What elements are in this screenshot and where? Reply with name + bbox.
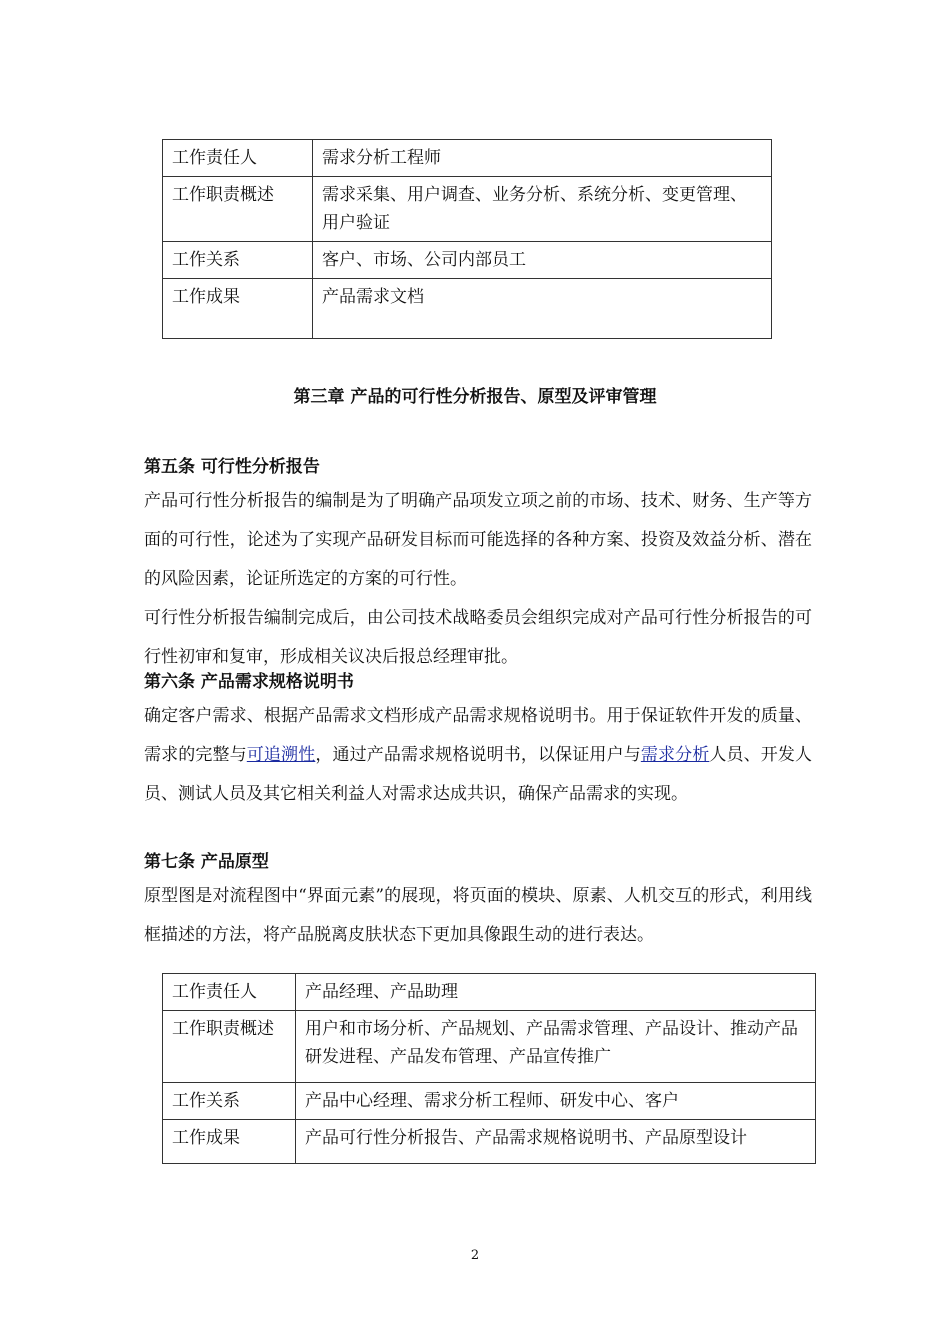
table-key-cell: 工作责任人 <box>163 974 296 1011</box>
section-heading: 第七条 产品原型 <box>144 852 269 872</box>
table-value-cell: 客户、市场、公司内部员工 <box>313 242 772 279</box>
table-value-cell: 产品需求文档 <box>313 279 772 339</box>
table-key-cell: 工作职责概述 <box>163 177 313 242</box>
paragraph <box>144 697 812 814</box>
table-key-cell: 工作成果 <box>163 279 313 339</box>
section-seven <box>144 847 812 955</box>
traceability-link[interactable]: 可追溯性 <box>246 745 316 765</box>
requirements-analysis-link[interactable]: 需求分析 <box>640 745 710 765</box>
page-number: 2 <box>470 1248 480 1263</box>
responsibility-table-product-manager <box>162 973 816 1164</box>
paragraph: 可行性分析报告编制完成后，由公司技术战略委员会组织完成对产品可行性分析报告的可行性初审和复审，形成相关议决后报总经理审批。 <box>144 608 812 667</box>
paragraph-text: 人员、开发人员、测试人员及其它相关利益人对需求达成共识，确保产品需求的实现。 <box>144 745 813 804</box>
table-value-cell: 需求分析工程师 <box>313 140 772 177</box>
table-key-cell: 工作成果 <box>163 1120 296 1164</box>
paragraph-text: ，通过产品需求规格说明书，以保证用户与 <box>315 745 641 765</box>
table-key-cell: 工作职责概述 <box>163 1011 296 1083</box>
paragraph: 原型图是对流程图中“界面元素”的展现，将页面的模块、原素、人机交互的形式，利用线框描述的方法，将产品脱离皮肤状态下更加具像跟生动的进行表达。 <box>144 886 812 945</box>
section-six <box>144 667 812 814</box>
table-row <box>163 1011 816 1083</box>
table-value-cell: 产品经理、产品助理 <box>296 974 816 1011</box>
section-heading: 第六条 产品需求规格说明书 <box>144 672 354 692</box>
table-row <box>163 177 772 242</box>
table-row <box>163 140 772 177</box>
table-key-cell: 工作关系 <box>163 1083 296 1120</box>
table-row <box>163 974 816 1011</box>
table-row <box>163 1083 816 1120</box>
section-five <box>144 452 812 677</box>
table-value-cell: 需求采集、用户调查、业务分析、系统分析、变更管理、用户验证 <box>313 177 772 242</box>
table-key-cell: 工作关系 <box>163 242 313 279</box>
table-row <box>163 242 772 279</box>
section-heading: 第五条 可行性分析报告 <box>144 457 320 477</box>
paragraph: 产品可行性分析报告的编制是为了明确产品项发立项之前的市场、技术、财务、生产等方面的可行性，论述为了实现产品研发目标而可能选择的各种方案、投资及效益分析、潜在的风险因素，论证所选定的方案的可行性。 <box>144 491 812 589</box>
table-value-cell: 产品中心经理、需求分析工程师、研发中心、客户 <box>296 1083 816 1120</box>
table-row <box>163 1120 816 1164</box>
table-value-cell: 产品可行性分析报告、产品需求规格说明书、产品原型设计 <box>296 1120 816 1164</box>
table-key-cell: 工作责任人 <box>163 140 313 177</box>
paragraph-text: 确定客户需求、根据产品需求文档形成产品需求规格说明书。用于保证软件开发的质量、需求的完整与 <box>144 706 812 765</box>
table-row <box>163 279 772 339</box>
table-value-cell: 用户和市场分析、产品规划、产品需求管理、产品设计、推动产品研发进程、产品发布管理、产品宣传推广 <box>296 1011 816 1083</box>
chapter-title: 第三章 产品的可行性分析报告、原型及评审管理 <box>293 387 657 407</box>
responsibility-table-requirements-analyst <box>162 139 772 339</box>
